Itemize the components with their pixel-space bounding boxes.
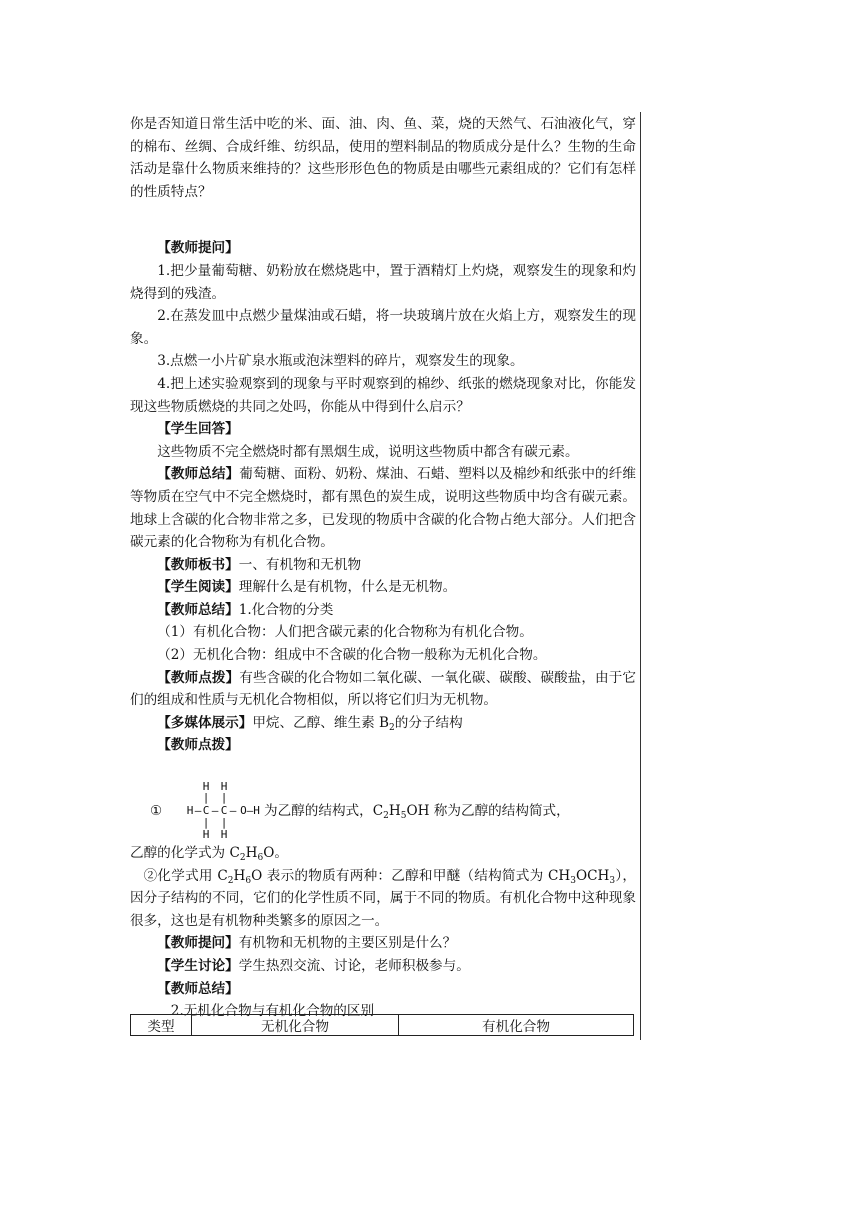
- student-discussion-paragraph: [130, 955, 636, 978]
- ethanol-chemical-formula: [130, 842, 636, 865]
- lesson-text: [130, 113, 636, 1023]
- teacher-board-text: 一、有机物和无机物: [238, 556, 362, 573]
- teacher-question-text: 有机物和无机物的主要区别是什么？: [238, 935, 457, 952]
- subscript: 3: [609, 875, 616, 886]
- student-reading-paragraph: [130, 576, 636, 599]
- classification-title: 1.化合物的分类: [238, 601, 334, 618]
- question-item: 1.把少量葡萄糖、奶粉放在燃烧匙中，置于酒精灯上灼烧，观察发生的现象和灼烧得到的残渣。: [130, 262, 636, 302]
- student-answer-heading: 【学生回答】: [157, 421, 239, 438]
- teacher-summary-heading: 【教师总结】: [157, 466, 240, 483]
- ethanol-structural-formula: [186, 780, 264, 842]
- teacher-question-heading: 【教师提问】: [157, 240, 239, 257]
- formula-text: 乙醇的化学式为 C: [130, 845, 240, 862]
- student-discussion-text: 学生热烈交流、讨论，老师积极参与。: [238, 958, 470, 974]
- inorganic-definition: （2）无机化合物：组成中不含碳的化合物一般称为无机化合物。: [157, 647, 547, 664]
- ethanol-formula-row: [130, 780, 636, 842]
- teacher-tip-paragraph: [130, 667, 636, 712]
- teacher-tip-text: 有些含碳的化合物如二氧化碳、一氧化碳、碳酸、碳酸盐，由于它们的组成和性质与无机化合物相似，所以将它们归为无机物。: [130, 669, 637, 709]
- comparison-table: [130, 1014, 634, 1036]
- student-reading-heading: 【学生阅读】: [157, 579, 239, 596]
- isomer-text: ），因分子结构的不同，它们的化学性质不同，属于不同的物质。有机化合物中这种现象很多，这也是有机物种类繁多的原因之一。: [130, 867, 636, 929]
- multimedia-text-tail: 的分子结构: [394, 714, 463, 731]
- item-number: ①: [150, 803, 163, 820]
- teacher-board-paragraph: [130, 554, 636, 577]
- spacer: [130, 757, 636, 780]
- hydroxyl-group: O—H: [240, 804, 260, 818]
- formula-text: H: [388, 803, 401, 820]
- atom-h: H: [202, 780, 210, 794]
- question-item: 4.把上述实验观察到的现象与平时观察到的棉纱、纸张的燃烧现象对比，你能发现这些物质燃烧的共同之处吗，你能从中得到什么启示？: [130, 375, 636, 415]
- organic-definition: （1）有机化合物：人们把含碳元素的化合物称为有机化合物。: [157, 624, 533, 641]
- table-header-cell: 无机化合物: [192, 1015, 399, 1036]
- multimedia-paragraph: [130, 712, 636, 735]
- bond-vertical: |: [220, 791, 228, 805]
- classification-paragraph: [130, 599, 636, 622]
- column-border-line: [640, 112, 641, 1040]
- bond-horizontal: —: [194, 804, 202, 818]
- student-discussion-heading: 【学生讨论】: [157, 958, 239, 974]
- teacher-summary-paragraph: [130, 463, 636, 553]
- isomer-text: O 表示的物质有两种：乙醇和甲醚（结构简式为 CH: [251, 867, 571, 884]
- teacher-summary-text: 葡萄糖、面粉、奶粉、煤油、石蜡、塑料以及棉纱和纸张中的纤维等物质在空气中不完全燃烧时，都有黑色的炭生成，说明这些物质中均含有碳元素。地球上含碳的化合物非常之多，已发现的物质中含碳的化合物占绝大部分。人们把含碳元素的化合物称为有机化合物。: [130, 466, 637, 551]
- atom-h: H: [186, 804, 194, 818]
- bond-vertical: |: [202, 791, 210, 805]
- atom-h: H: [202, 828, 210, 842]
- bond-vertical: |: [202, 816, 210, 830]
- formula-text: H: [245, 845, 258, 862]
- formula-text: OH 称为乙醇的结构简式，: [406, 803, 570, 820]
- atom-c: C: [220, 804, 228, 818]
- multimedia-heading: 【多媒体展示】: [157, 714, 253, 731]
- subscript: 3: [570, 875, 576, 886]
- teacher-question-2-paragraph: [130, 932, 636, 955]
- subscript: 2: [389, 722, 395, 733]
- intro-paragraph: 你是否知道日常生活中吃的米、面、油、肉、鱼、菜，烧的天然气、石油液化气，穿的棉布、丝绸、合成纤维、纺织品，使用的塑料制品的物质成分是什么？生物的生命活动是靠什么物质来维持的？这些形形色色的物质是由哪些元素组成的？它们有怎样的性质特点？: [130, 116, 636, 200]
- atom-h: H: [220, 828, 228, 842]
- teacher-summary-heading-3: 【教师总结】: [157, 980, 239, 997]
- student-reading-text: 理解什么是有机物，什么是无机物。: [238, 579, 457, 596]
- teacher-summary-heading: 【教师总结】: [157, 601, 239, 618]
- subscript: 6: [257, 853, 264, 864]
- isomer-text: OCH: [575, 867, 610, 884]
- isomer-text: H: [233, 867, 246, 884]
- atom-h: H: [220, 780, 228, 794]
- subscript: 2: [239, 853, 246, 864]
- teacher-board-heading: 【教师板书】: [157, 556, 239, 573]
- subscript: 2: [227, 875, 234, 886]
- teacher-tip-heading: 【教师点拨】: [157, 669, 240, 686]
- formula-text: O。: [263, 845, 288, 862]
- subscript: 6: [245, 875, 252, 886]
- bond-horizontal: —: [211, 804, 219, 818]
- student-answer-text: 这些物质不完全燃烧时都有黑烟生成，说明这些物质中都含有碳元素。: [157, 443, 579, 460]
- structural-formula-description: [264, 800, 570, 823]
- bond-vertical: |: [220, 816, 228, 830]
- table-header-cell: 有机化合物: [399, 1015, 634, 1036]
- isomer-text: ②化学式用 C: [143, 867, 228, 884]
- formula-text: 为乙醇的结构式，C: [264, 803, 384, 820]
- bond-horizontal: —: [229, 804, 237, 818]
- question-item: 2.在蒸发皿中点燃少量煤油或石蜡，将一块玻璃片放在火焰上方，观察发生的现象。: [130, 308, 636, 347]
- table-header-cell: 类型: [131, 1015, 192, 1036]
- subscript: 2: [383, 811, 389, 822]
- multimedia-text: 甲烷、乙醇、维生素 B: [252, 714, 389, 731]
- difference-title: 2.无机化合物与有机化合物的区别: [170, 1003, 375, 1020]
- spacer: [130, 203, 636, 237]
- atom-c: C: [202, 804, 210, 818]
- subscript: 5: [400, 811, 407, 822]
- table-header-row: [131, 1015, 634, 1036]
- teacher-tip-heading-2: 【教师点拨】: [157, 737, 239, 754]
- teacher-question-heading: 【教师提问】: [157, 935, 239, 952]
- isomer-paragraph: [130, 865, 636, 933]
- question-item: 3.点燃一小片矿泉水瓶或泡沫塑料的碎片，观察发生的现象。: [157, 353, 524, 370]
